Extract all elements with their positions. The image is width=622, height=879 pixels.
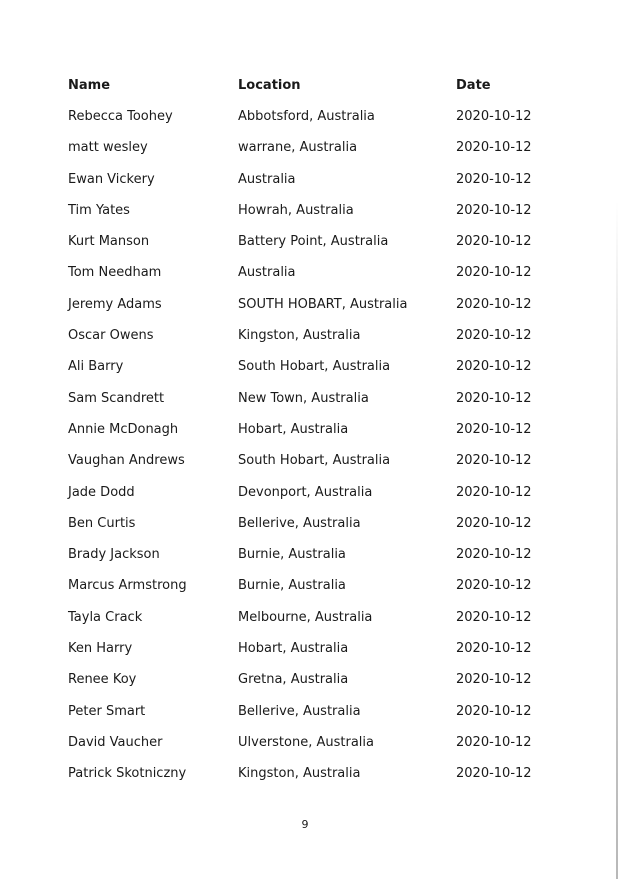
cell-name: Kurt Manson [68,234,150,250]
cell-location: Hobart, Australia [238,641,349,657]
cell-name: Sam Scandrett [68,390,165,406]
cell-location: Bellerive, Australia [238,515,361,531]
cell-location: Hobart, Australia [238,421,349,437]
cell-location: South Hobart, Australia [238,359,391,375]
cell-date: 2020-10-12 [456,734,532,750]
cell-name: Marcus Armstrong [68,578,187,594]
cell-date: 2020-10-12 [456,547,532,563]
cell-name: Patrick Skotniczny [68,766,187,782]
cell-location: Australia [238,171,296,187]
table-row [68,232,538,263]
table-row [68,483,538,514]
table-row [68,263,538,294]
table-row [68,764,538,795]
table-row [68,389,538,420]
cell-name: Brady Jackson [68,547,160,563]
table-row [68,107,538,138]
cell-date: 2020-10-12 [456,296,532,312]
cell-name: matt wesley [68,140,148,156]
table-header-row [68,76,538,107]
cell-name: Rebecca Toohey [68,109,173,124]
cell-location: Battery Point, Australia [238,234,389,250]
cell-name: Ken Harry [68,641,133,657]
cell-location: Australia [238,265,296,281]
cell-date: 2020-10-12 [456,515,532,531]
page-number: 9 [301,818,309,831]
column-header-name: Name [68,78,111,93]
column-header-location: Location [238,78,301,93]
cell-date: 2020-10-12 [456,672,532,688]
table-row [68,138,538,169]
cell-date: 2020-10-12 [456,265,532,281]
cell-name: Tom Needham [68,265,162,281]
table-row [68,451,538,482]
cell-name: Renee Koy [68,672,137,688]
cell-location: SOUTH HOBART, Australia [238,296,408,312]
signatories-table [68,76,538,796]
cell-location: Ulverstone, Australia [238,734,374,750]
cell-date: 2020-10-12 [456,641,532,657]
cell-name: Jade Dodd [68,484,135,500]
table-row [68,702,538,733]
cell-location: Burnie, Australia [238,578,346,594]
table-row [68,295,538,326]
cell-date: 2020-10-12 [456,766,532,782]
cell-date: 2020-10-12 [456,421,532,437]
cell-date: 2020-10-12 [456,109,532,124]
cell-date: 2020-10-12 [456,171,532,187]
cell-name: Jeremy Adams [68,296,162,312]
table-row [68,420,538,451]
cell-name: Oscar Owens [68,328,154,344]
cell-location: Melbourne, Australia [238,609,373,625]
table-row [68,608,538,639]
cell-date: 2020-10-12 [456,328,532,344]
cell-location: Kingston, Australia [238,766,361,782]
cell-date: 2020-10-12 [456,578,532,594]
table-row [68,201,538,232]
cell-date: 2020-10-12 [456,453,532,469]
page-edge-shadow [616,200,618,879]
table-row [68,639,538,670]
cell-name: Ewan Vickery [68,171,155,187]
cell-location: Abbotsford, Australia [238,109,375,124]
cell-date: 2020-10-12 [456,202,532,218]
cell-name: Tim Yates [68,202,130,218]
cell-date: 2020-10-12 [456,234,532,250]
table-body [68,107,538,796]
table-row [68,670,538,701]
table-row [68,170,538,201]
cell-name: Vaughan Andrews [68,453,185,469]
cell-location: South Hobart, Australia [238,453,391,469]
cell-date: 2020-10-12 [456,140,532,156]
table-row [68,545,538,576]
cell-location: Bellerive, Australia [238,703,361,719]
cell-name: Annie McDonagh [68,421,179,437]
cell-date: 2020-10-12 [456,359,532,375]
cell-location: Howrah, Australia [238,202,354,218]
cell-location: warrane, Australia [238,140,358,156]
cell-name: Ben Curtis [68,515,136,531]
cell-name: Tayla Crack [68,609,143,625]
table-row [68,733,538,764]
cell-location: Burnie, Australia [238,547,346,563]
cell-name: Ali Barry [68,359,124,375]
table-row [68,357,538,388]
cell-location: Gretna, Australia [238,672,349,688]
cell-date: 2020-10-12 [456,484,532,500]
table-row [68,326,538,357]
table-row [68,514,538,545]
cell-name: Peter Smart [68,703,146,719]
cell-location: Devonport, Australia [238,484,373,500]
cell-location: Kingston, Australia [238,328,361,344]
column-header-date: Date [456,78,491,93]
cell-date: 2020-10-12 [456,390,532,406]
cell-date: 2020-10-12 [456,703,532,719]
table-row [68,576,538,607]
cell-name: David Vaucher [68,734,163,750]
cell-date: 2020-10-12 [456,609,532,625]
cell-location: New Town, Australia [238,390,369,406]
